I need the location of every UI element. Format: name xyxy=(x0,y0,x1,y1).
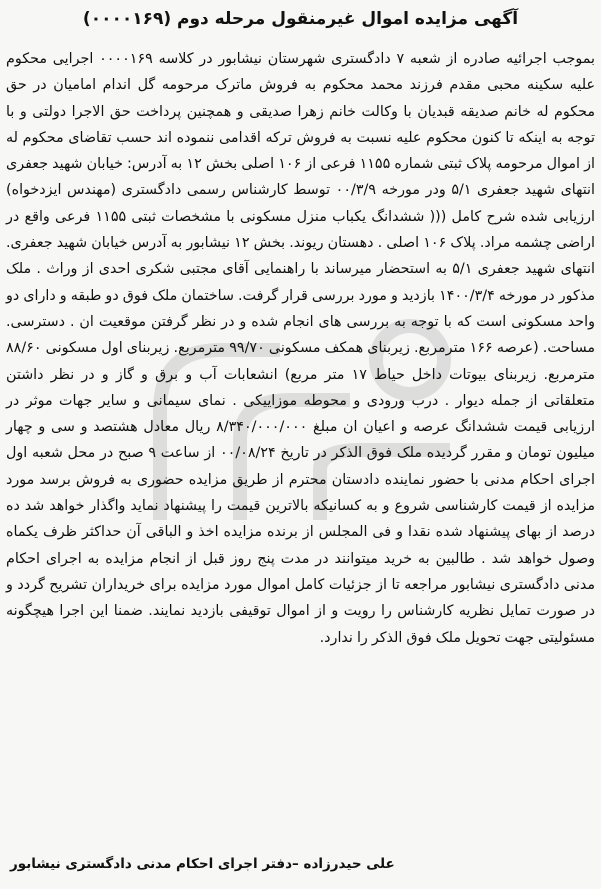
notice-body: بموجب اجرائیه صادره از شعبه ۷ دادگستری شهرستان نیشابور در کلاسه ۰۰۰۰۱۶۹ اجرایی محکوم علیه سکینه محبی مقدم فرزند محمد محکوم به فروش ماترک مرحومه گل اندام امامیان در حق محکوم له خانم صدیقه قبدیان با وکالت خانم زهرا صدیقی و همچنین پرداخت حق الاجرا دولتی و با توجه به اینکه تا کنون محکوم علیه نسبت به فروش ترکه اقدامی ننموده اند حسب تقاضای محکوم له از اموال مرحومه پلاک ثبتی شماره ۱۱۵۵ فرعی از ۱۰۶ اصلی بخش ۱۲ به آدرس: خیابان شهید جعفری انتهای شهید جعفری ۵/۱ ودر مورخه ۰۰/۳/۹ توسط کارشناس رسمی دادگستری (مهندس ایزدخواه) ارزیابی شده شرح کامل ((( ششدانگ یکباب منزل مسکونی با مشخصات ثبتی ۱۱۵۵ فرعی واقع در اراضی چشمه مراد. پلاک ۱۰۶ اصلی . دهستان ریوند. بخش ۱۲ نیشابور به آدرس خیابان شهید جعفری. انتهای شهید جعفری ۵/۱ به استحضار میرساند با راهنمایی آقای مجتبی شکری احدی از وراث . ملک مذکور در مورخه ۱۴۰۰/۳/۴ بازدید و مورد بررسی قرار گرفت. ساختمان ملک فوق دو طبقه و دارای دو واحد مسکونی است که با توجه به بررسی های انجام شده و در نظر گرفتن موقعیت ان . دسترسی. مساحت. (عرصه ۱۶۶ مترمربع. زیربنای همکف مسکونی ۹۹/۷۰ مترمربع. زیربنای اول مسکونی ۸۸/۶۰ مترمربع. زیربنای بیوتات داخل حیاط ۱۷ متر مربع) انشعابات آب و برق و گاز و در نظر داشتن متعلقاتی از جمله دیوار . درب ورودی و محوطه موزاییکی . نمای سیمانی و سایر جهات موثر در ارزیابی قیمت ششدانگ عرصه و اعیان ان مبلغ ۸/۳۴۰/۰۰۰/۰۰۰ ریال معادل هشتصد و سی و چهار میلیون تومان و مقرر گردیده ملک فوق الذکر در تاریخ ۰۰/۰۸/۲۴ از ساعت ۹ صبح در محل شعبه اول اجرای احکام مدنی با حضور نماینده دادستان محترم از طریق مزایده حضوری به فروش برسد مورد مزایده از قیمت کارشناسی شروع و به کسانیکه بالاترین قیمت را پیشنهاد نماید واگذار خواهد شد ده درصد از بهای پیشنهاد شده نقدا و فی المجلس از برنده مزایده اخذ و الباقی آن حداکثر ظرف یکماه وصول خواهد شد . طالبین به خرید میتوانند در مدت پنج روز قبل از انجام مزایده به اجرای احکام مدنی دادگستری نیشابور مراجعه تا از جزئیات کامل اموال مورد مزایده برای خریداران تشریح گردد و در صورت تمایل نظریه کارشناس را رویت و از اموال توقیفی بازدید نمایند. ضمنا این اجرا هیچگونه مسئولیتی جهت تحویل ملک فوق الذکر را ندارد. xyxy=(6,51,595,646)
notice-title: آگهی مزایده اموال غیرمنقول مرحله دوم (۰۰۰۰۱۶۹) xyxy=(82,9,519,29)
notice-signature: علی حیدرزاده –دفتر اجرای احکام مدنی دادگستری نیشابور xyxy=(10,856,395,872)
